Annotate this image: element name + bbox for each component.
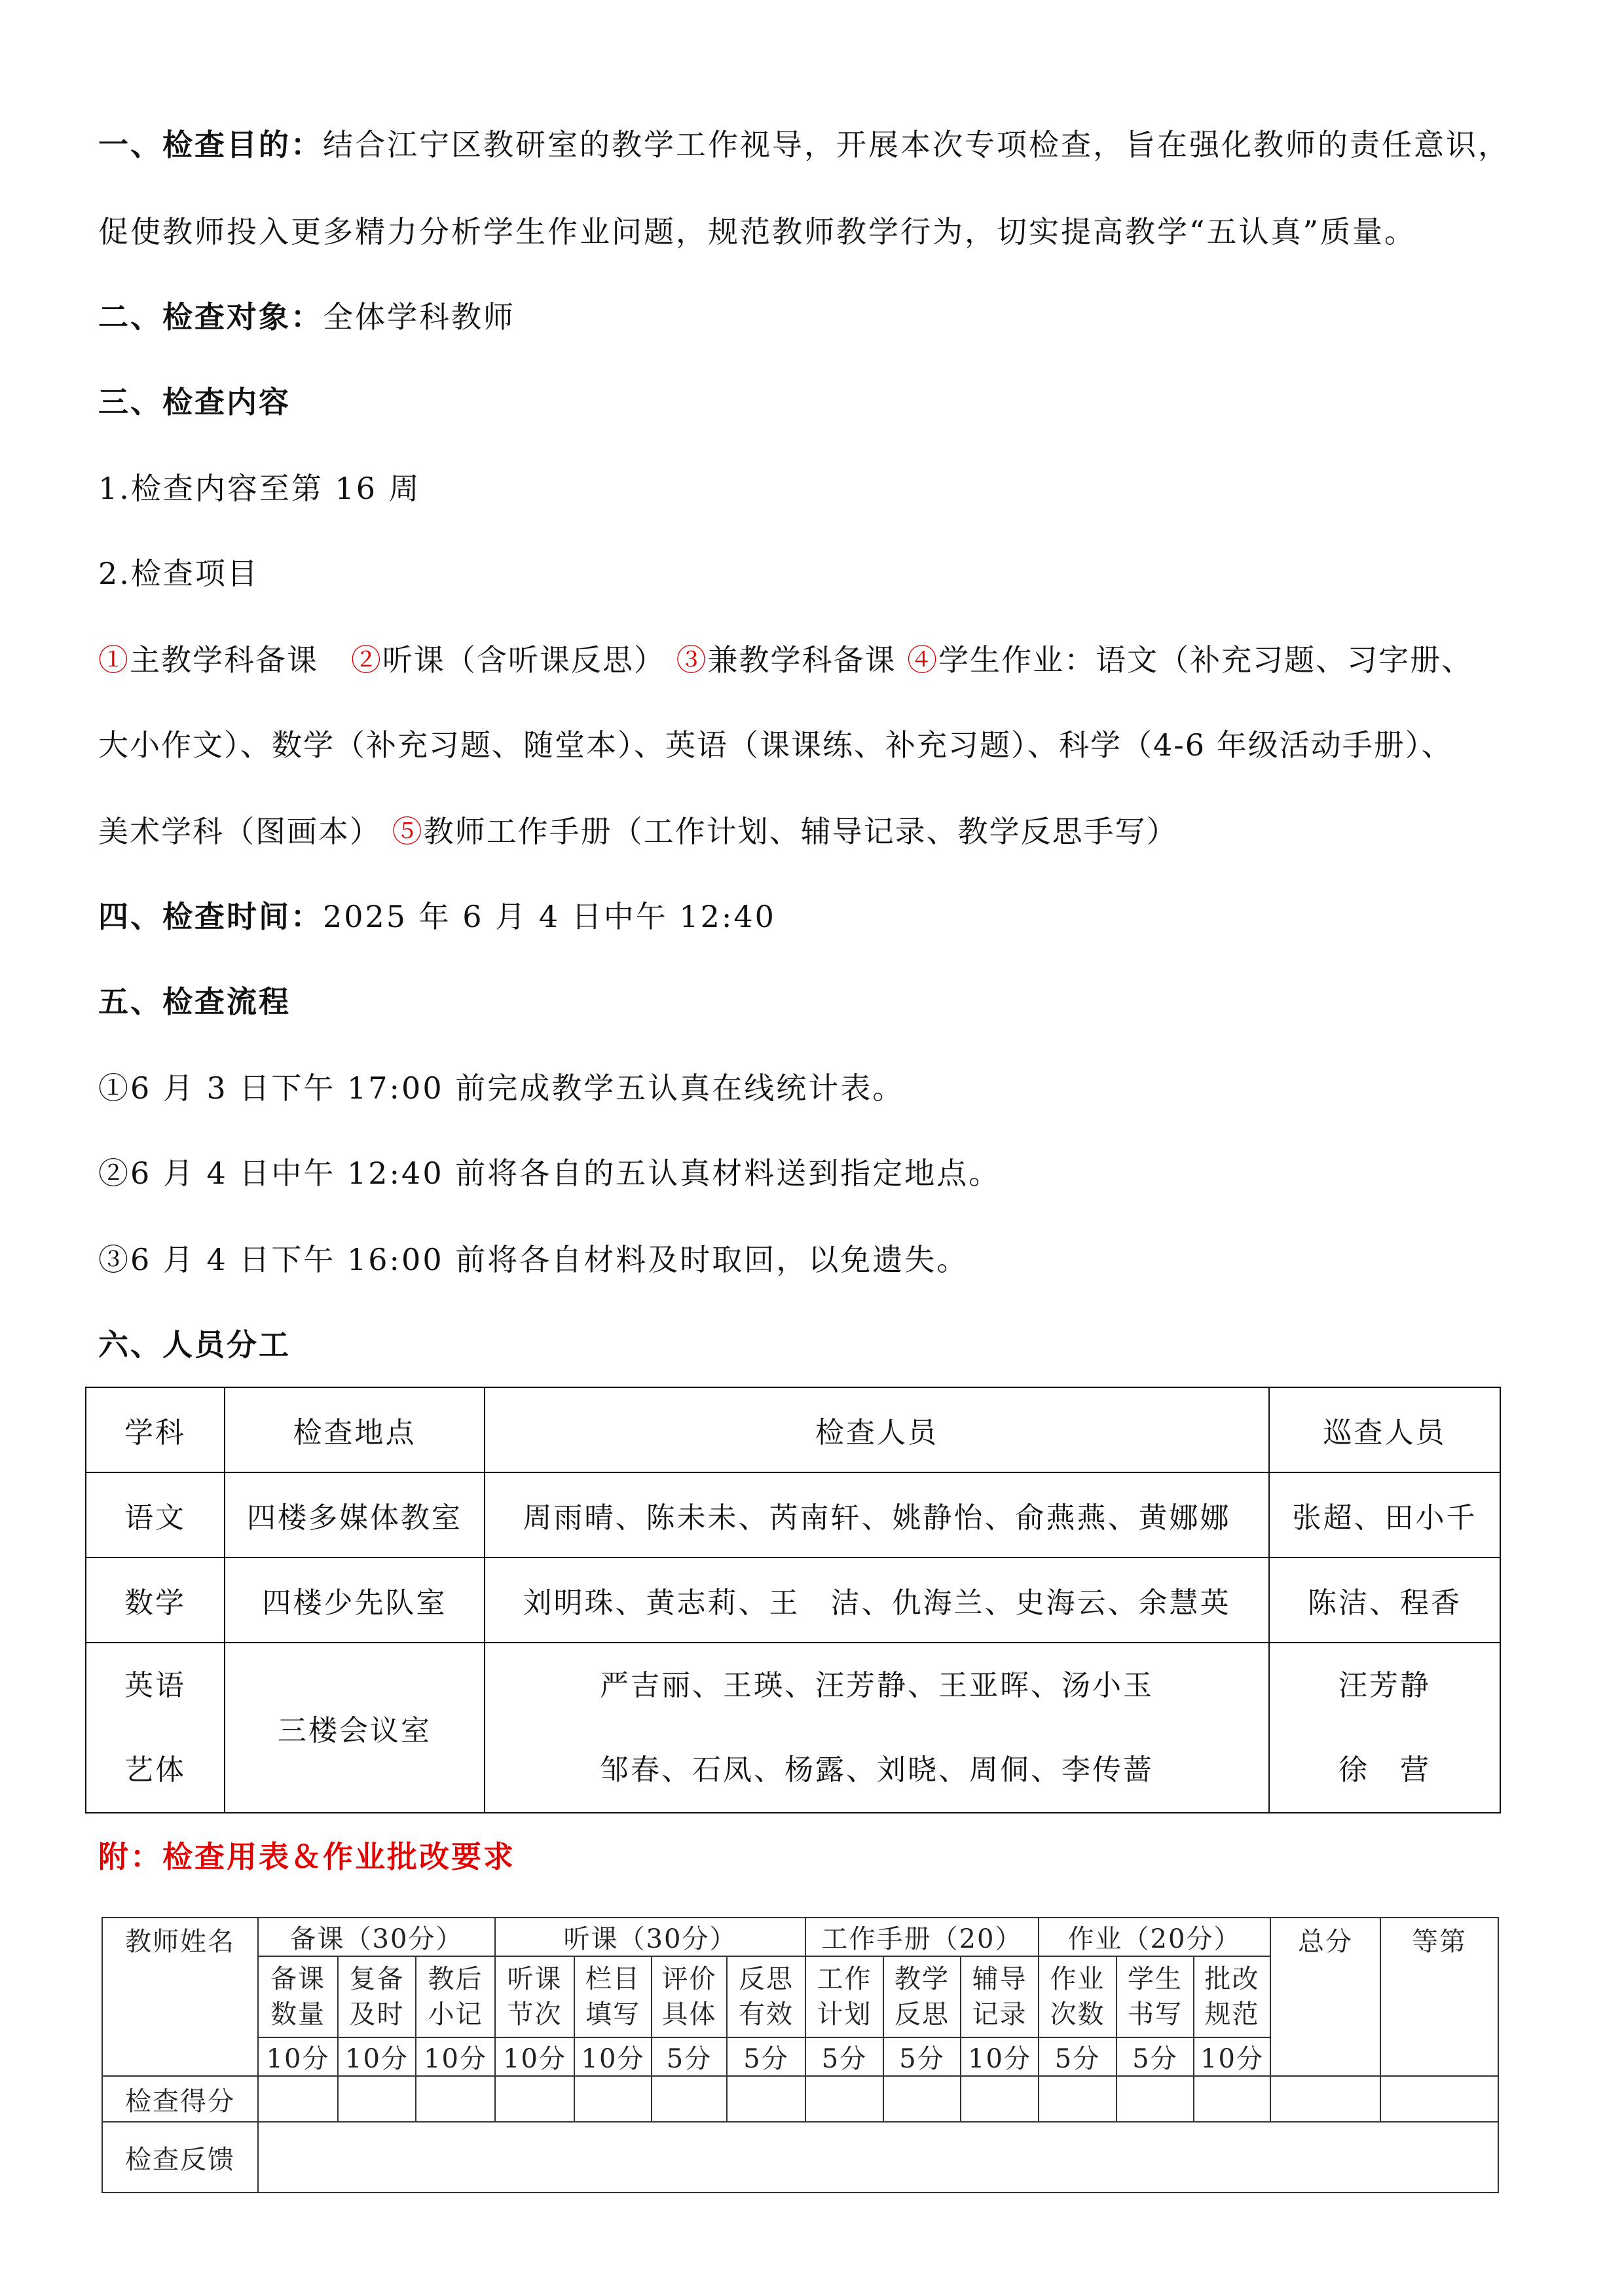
purpose-line-2: 促使教师投入更多精力分析学生作业问题，规范教师教学行为，切实提高教学“五认真”质量。: [98, 214, 1417, 249]
item-points: 5分: [727, 2037, 805, 2076]
item-points: 10分: [338, 2037, 416, 2076]
row-patrol: 张超、田小千: [1269, 1472, 1500, 1558]
item-cell: [338, 1956, 416, 2037]
item-label-2: 计划: [817, 1999, 872, 2030]
target-line: [98, 293, 515, 337]
item-points: 5分: [883, 2037, 961, 2076]
check-item-3: 兼教学科备课: [707, 642, 896, 678]
process-step-3: ③6 月 4 日下午 16:00 前将各自材料及时取回，以免遗失。: [98, 1242, 969, 1277]
score-table: [101, 1917, 1499, 2193]
purpose-text-1: 结合江宁区教研室的教学工作视导，开展本次专项检查，旨在强化教师的责任意识，: [323, 127, 1510, 162]
staff-row: [86, 1472, 1500, 1558]
check-item-2: 听课（含听课反思）: [382, 642, 665, 678]
score-input-row: [102, 2076, 1498, 2122]
item-label-2: 具体: [661, 1999, 717, 2030]
purpose-line-1: [98, 121, 1510, 164]
target-heading: 二、检查对象：: [98, 299, 323, 335]
score-cell[interactable]: [961, 2076, 1039, 2122]
circled-number-3: ③: [676, 642, 708, 678]
content-item-1: 1.检查内容至第 16 周: [98, 471, 421, 506]
check-item-art: 美术学科（图画本）: [98, 814, 381, 849]
score-cell[interactable]: [727, 2076, 805, 2122]
item-label-2: 填写: [585, 1999, 640, 2030]
item-points: 10分: [416, 2037, 495, 2076]
staff-table: [85, 1387, 1501, 1813]
score-cell[interactable]: [883, 2076, 961, 2122]
check-items-line-1: [98, 636, 1473, 680]
item-cell: [574, 1956, 652, 2037]
item-cell: [1194, 1956, 1270, 2037]
patrol-arts: 徐 营: [1338, 1753, 1431, 1787]
time-line: [98, 893, 776, 936]
merged-inspectors: [485, 1643, 1269, 1813]
item-label-1: 听课: [507, 1964, 563, 1994]
score-cell[interactable]: [652, 2076, 727, 2122]
target-text: 全体学科教师: [323, 299, 515, 335]
item-points: 5分: [652, 2037, 727, 2076]
circled-number-2: ②: [350, 642, 382, 678]
score-group-row: [102, 1918, 1498, 1956]
merged-subjects: [86, 1643, 225, 1813]
group-homework: 作业（20分）: [1039, 1918, 1270, 1956]
item-label-1: 作业: [1050, 1964, 1105, 1994]
row-patrol: 陈洁、程香: [1269, 1558, 1500, 1643]
header-inspectors: 检查人员: [485, 1387, 1269, 1472]
item-cell: [961, 1956, 1039, 2037]
item-label-1: 教学: [895, 1964, 950, 1994]
score-cell[interactable]: [1194, 2076, 1270, 2122]
process-step-1: ①6 月 3 日下午 17:00 前完成教学五认真在线统计表。: [98, 1070, 905, 1106]
total-header: 总分: [1270, 1918, 1380, 2076]
item-cell: [805, 1956, 883, 2037]
process-heading: 五、检查流程: [98, 984, 291, 1019]
item-label-1: 反思: [739, 1964, 794, 1994]
header-place: 检查地点: [225, 1387, 485, 1472]
item-label-1: 学生: [1128, 1964, 1183, 1994]
header-subject: 学科: [86, 1387, 225, 1472]
item-cell: [1116, 1956, 1194, 2037]
item-label-2: 书写: [1128, 1999, 1183, 2030]
row-inspectors: 刘明珠、黄志莉、王 洁、仇海兰、史海云、余慧英: [485, 1558, 1269, 1643]
item-label-2: 记录: [972, 1999, 1027, 2030]
grade-header: 等第: [1380, 1918, 1498, 2076]
item-label-1: 栏目: [585, 1964, 640, 1994]
total-cell[interactable]: [1270, 2076, 1380, 2122]
row-place: 四楼少先队室: [225, 1558, 485, 1643]
patrol-english: 汪芳静: [1338, 1669, 1431, 1702]
score-cell[interactable]: [1116, 2076, 1194, 2122]
group-listen: 听课（30分）: [495, 1918, 805, 1956]
check-items-line-3: [98, 808, 1178, 851]
group-handbook: 工作手册（20）: [805, 1918, 1039, 1956]
time-text: 2025 年 6 月 4 日中午 12:40: [323, 899, 776, 934]
item-cell: [652, 1956, 727, 2037]
score-cell[interactable]: [574, 2076, 652, 2122]
item-points: 5分: [805, 2037, 883, 2076]
group-prep: 备课（30分）: [258, 1918, 495, 1956]
score-label: 检查得分: [102, 2076, 258, 2122]
item-label-2: 规范: [1204, 1999, 1260, 2030]
item-points: 5分: [1039, 2037, 1116, 2076]
item-points: 10分: [574, 2037, 652, 2076]
item-cell: [495, 1956, 574, 2037]
item-label-1: 评价: [661, 1964, 717, 1994]
content-heading: 三、检查内容: [98, 384, 291, 420]
score-cell[interactable]: [338, 2076, 416, 2122]
row-subject: 语文: [86, 1472, 225, 1558]
staff-row-merged: [86, 1643, 1500, 1813]
time-heading: 四、检查时间：: [98, 899, 323, 934]
score-cell[interactable]: [258, 2076, 338, 2122]
teacher-name-header: 教师姓名: [102, 1918, 258, 2076]
item-label-2: 及时: [349, 1999, 405, 2030]
check-item-5: 教师工作手册（工作计划、辅导记录、教学反思手写）: [423, 814, 1178, 849]
score-cell[interactable]: [805, 2076, 883, 2122]
check-item-1: 主教学科备课: [130, 642, 318, 678]
inspectors-english: 严吉丽、王瑛、汪芳静、王亚晖、汤小玉: [600, 1669, 1154, 1702]
inspectors-arts: 邹春、石凤、杨露、刘晓、周侗、李传蔷: [600, 1753, 1154, 1787]
merged-patrol: [1269, 1643, 1500, 1813]
item-label-2: 数量: [270, 1999, 325, 2030]
item-cell: [883, 1956, 961, 2037]
circled-number-1: ①: [98, 642, 130, 678]
item-label-1: 备课: [270, 1964, 325, 1994]
item-label-2: 有效: [739, 1999, 794, 2030]
subject-arts: 艺体: [124, 1753, 186, 1787]
item-points: 10分: [258, 2037, 338, 2076]
score-cell[interactable]: [416, 2076, 495, 2122]
item-points: 10分: [1194, 2037, 1270, 2076]
row-place: 四楼多媒体教室: [225, 1472, 485, 1558]
appendix-title: 附：检查用表＆作业批改要求: [98, 1839, 515, 1874]
item-cell: [1039, 1956, 1116, 2037]
score-cell[interactable]: [1039, 2076, 1116, 2122]
row-subject: 数学: [86, 1558, 225, 1643]
item-label-1: 工作: [817, 1964, 872, 1994]
merged-place: 三楼会议室: [225, 1643, 485, 1813]
item-points: 5分: [1116, 2037, 1194, 2076]
item-label-2: 反思: [895, 1999, 950, 2030]
content-item-2: 2.检查项目: [98, 556, 259, 591]
subject-english: 英语: [124, 1669, 186, 1702]
header-patrol: 巡查人员: [1269, 1387, 1500, 1472]
staff-heading: 六、人员分工: [98, 1327, 291, 1362]
item-label-1: 教后: [428, 1964, 483, 1994]
item-label-1: 批改: [1204, 1964, 1260, 1994]
item-label-1: 辅导: [972, 1964, 1027, 1994]
item-label-1: 复备: [349, 1964, 405, 1994]
item-cell: [416, 1956, 495, 2037]
item-cell: [258, 1956, 338, 2037]
staff-row: [86, 1558, 1500, 1643]
row-inspectors: 周雨晴、陈未未、芮南轩、姚静怡、俞燕燕、黄娜娜: [485, 1472, 1269, 1558]
item-label-2: 小记: [428, 1999, 483, 2030]
feedback-label: 检查反馈: [102, 2122, 258, 2193]
feedback-cell[interactable]: [258, 2122, 1498, 2193]
check-items-line-2: 大小作文）、数学（补充习题、随堂本）、英语（课课练、补充习题）、科学（4-6 年级活动手册）、: [98, 727, 1453, 763]
process-step-2: ②6 月 4 日中午 12:40 前将各自的五认真材料送到指定地点。: [98, 1156, 1001, 1191]
score-cell[interactable]: [495, 2076, 574, 2122]
circled-number-4: ④: [907, 642, 939, 678]
item-points: 10分: [495, 2037, 574, 2076]
item-points: 10分: [961, 2037, 1039, 2076]
grade-cell[interactable]: [1380, 2076, 1498, 2122]
item-cell: [727, 1956, 805, 2037]
item-label-2: 节次: [507, 1999, 563, 2030]
feedback-row: [102, 2122, 1498, 2193]
purpose-heading: 一、检查目的：: [98, 127, 323, 162]
staff-header-row: [86, 1387, 1500, 1472]
circled-number-5: ⑤: [392, 814, 424, 849]
check-item-4: 学生作业：语文（补充习题、习字册、: [938, 642, 1473, 678]
item-label-2: 次数: [1050, 1999, 1105, 2030]
